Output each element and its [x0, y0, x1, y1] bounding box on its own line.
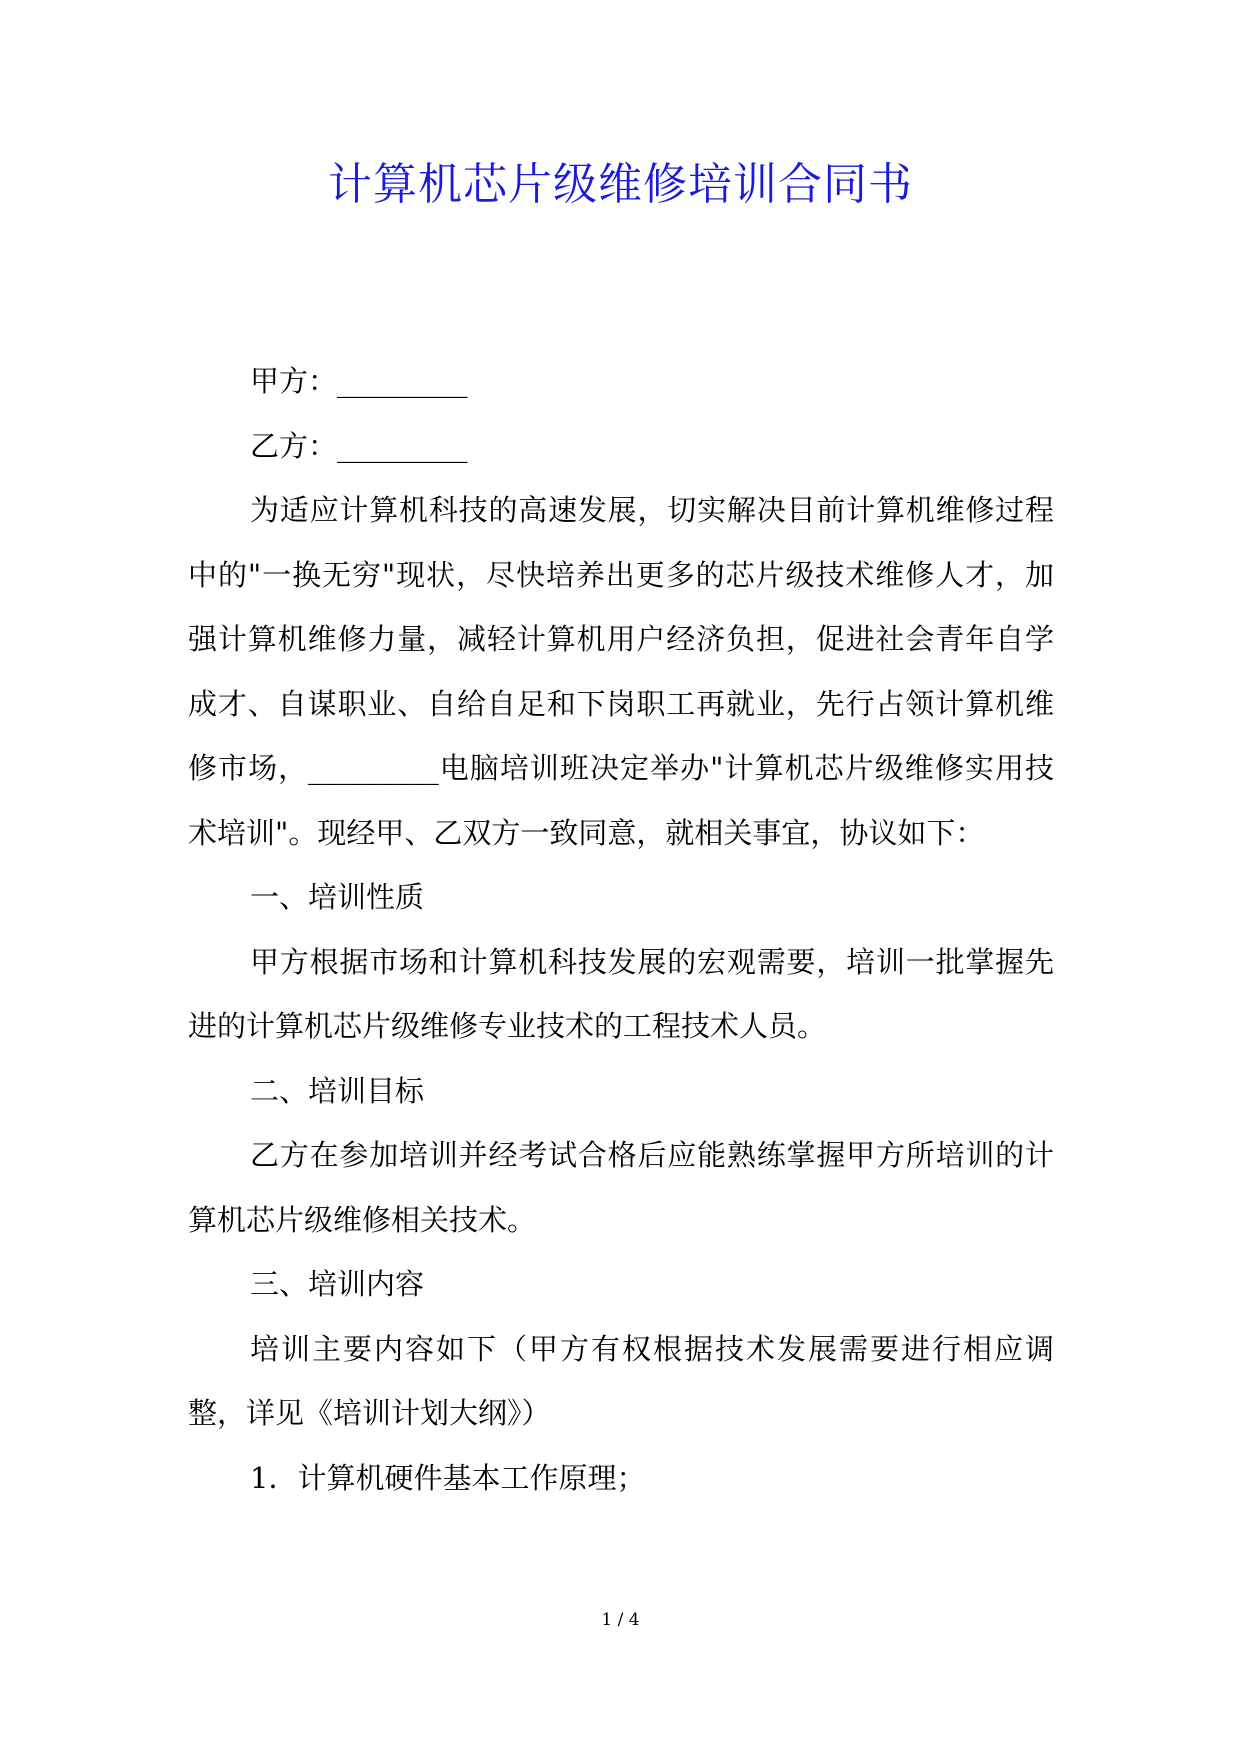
- page-number: 1 / 4: [601, 1610, 640, 1630]
- document-title: 计算机芯片级维修培训合同书: [328, 159, 913, 210]
- party-b-line: 乙方：_________: [250, 428, 468, 463]
- section-heading-content: 三、培训内容: [250, 1267, 425, 1301]
- content-item-1: 1．计算机硬件基本工作原理；: [250, 1460, 646, 1495]
- nature-paragraph: 甲方根据市场和计算机科技发展的宏观需要，培训一批掌握先进的计算机芯片级维修专业技术的工程技术人员。: [188, 944, 1054, 1043]
- section-heading-goal: 二、培训目标: [250, 1073, 425, 1108]
- content-paragraph: 培训主要内容如下（甲方有权根据技术发展需要进行相应调整，详见《培训计划大纲》）: [188, 1331, 1054, 1430]
- preamble-paragraph: 为适应计算机科技的高速发展，切实解决目前计算机维修过程中的"一换无穷"现状，尽快培养出更多的芯片级技术维修人才，加强计算机维修力量，减轻计算机用户经济负担，促进社会青年自学成才、自谋职业、自给自足和下岗职工再就业，先行占领计算机维修市场，_________电脑培训班决定举办"计算机芯片级维修实用技术培训"。现经甲、乙双方一致同意，就相关事宜，协议如下：: [188, 493, 1054, 850]
- party-a-line: 甲方：_________: [250, 364, 468, 398]
- section-heading-nature: 一、培训性质: [250, 880, 425, 914]
- document-body: [188, 349, 1054, 1510]
- goal-paragraph: 乙方在参加培训并经考试合格后应能熟练掌握甲方所培训的计算机芯片级维修相关技术。: [188, 1138, 1054, 1237]
